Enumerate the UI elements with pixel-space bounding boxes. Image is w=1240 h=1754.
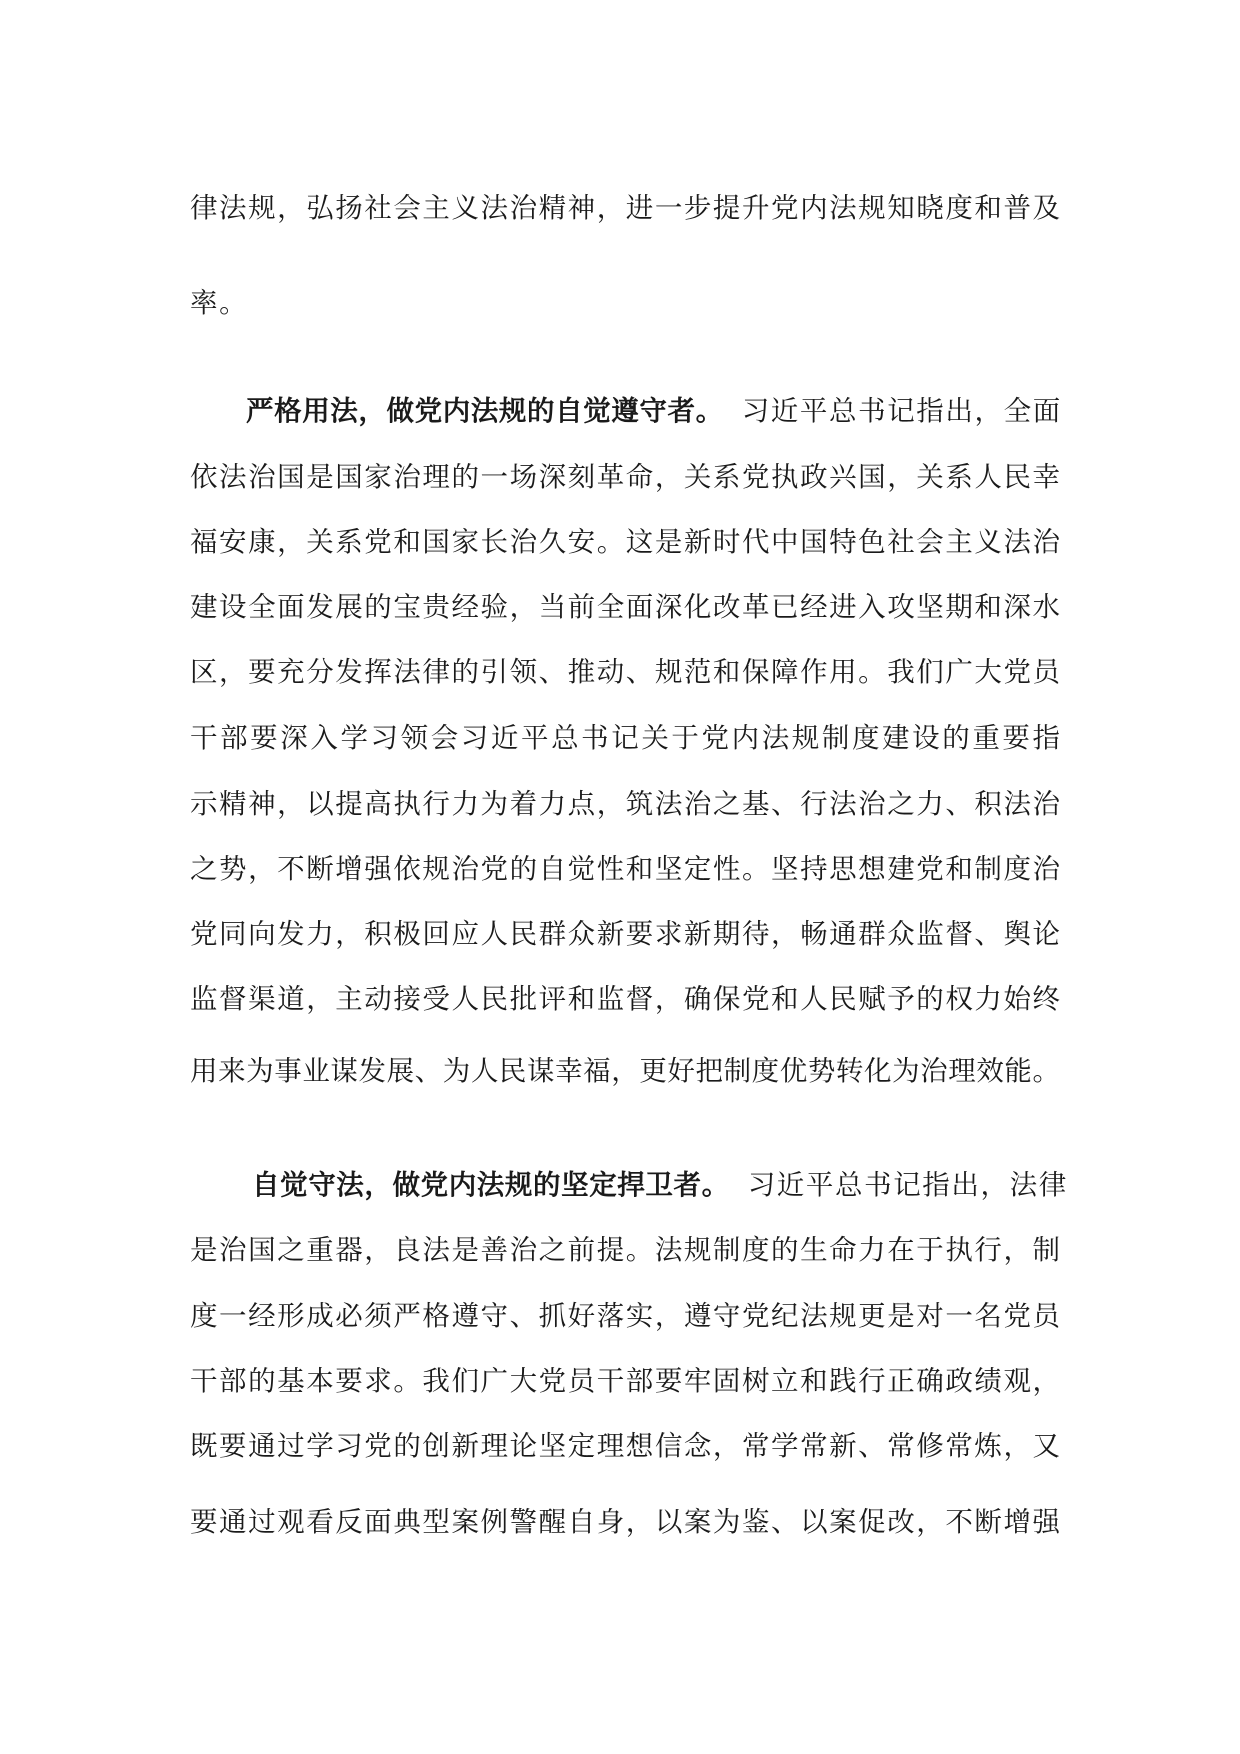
paragraph-line: 是治国之重器，良法是善治之前提。法规制度的生命力在于执行，制	[190, 1234, 1060, 1266]
paragraph-first-line	[190, 391, 1060, 431]
paragraph-line: 之势，不断增强依规治党的自觉性和坚定性。坚持思想建党和制度治	[190, 853, 1060, 885]
paragraph-text: 习近平总书记指出，全面	[741, 395, 1062, 427]
paragraph-line: 建设全面发展的宝贵经验，当前全面深化改革已经进入攻坚期和深水	[190, 591, 1060, 623]
paragraph-line: 率。	[190, 287, 249, 319]
paragraph-line: 律法规，弘扬社会主义法治精神，进一步提升党内法规知晓度和普及	[190, 192, 1060, 224]
paragraph-line: 党同向发力，积极回应人民群众新要求新期待，畅通群众监督、舆论	[190, 918, 1060, 950]
section-heading: 严格用法，做党内法规的自觉遵守者。	[246, 395, 724, 427]
paragraph-line: 区，要充分发挥法律的引领、推动、规范和保障作用。我们广大党员	[190, 656, 1060, 688]
paragraph-line: 福安康，关系党和国家长治久安。这是新时代中国特色社会主义法治	[190, 526, 1060, 558]
paragraph-line: 既要通过学习党的创新理论坚定理想信念，常学常新、常修常炼，又	[190, 1430, 1060, 1462]
paragraph-line: 干部的基本要求。我们广大党员干部要牢固树立和践行正确政绩观，	[190, 1365, 1060, 1397]
paragraph-first-line	[190, 1165, 1068, 1205]
paragraph-line: 要通过观看反面典型案例警醒自身，以案为鉴、以案促改，不断增强	[190, 1506, 1060, 1538]
paragraph-line: 监督渠道，主动接受人民批评和监督，确保党和人民赋予的权力始终	[190, 983, 1060, 1015]
paragraph-line: 干部要深入学习领会习近平总书记关于党内法规制度建设的重要指	[190, 722, 1060, 754]
paragraph-text: 习近平总书记指出，法律	[747, 1169, 1068, 1201]
paragraph-line: 度一经形成必须严格遵守、抓好落实，遵守党纪法规更是对一名党员	[190, 1300, 1060, 1332]
paragraph-line: 示精神，以提高执行力为着力点，筑法治之基、行法治之力、积法治	[190, 788, 1060, 820]
paragraph-line: 用来为事业谋发展、为人民谋幸福，更好把制度优势转化为治理效能。	[190, 1055, 1060, 1087]
paragraph-line: 依法治国是国家治理的一场深刻革命，关系党执政兴国，关系人民幸	[190, 461, 1060, 493]
section-heading: 自觉守法，做党内法规的坚定捍卫者。	[252, 1169, 730, 1201]
